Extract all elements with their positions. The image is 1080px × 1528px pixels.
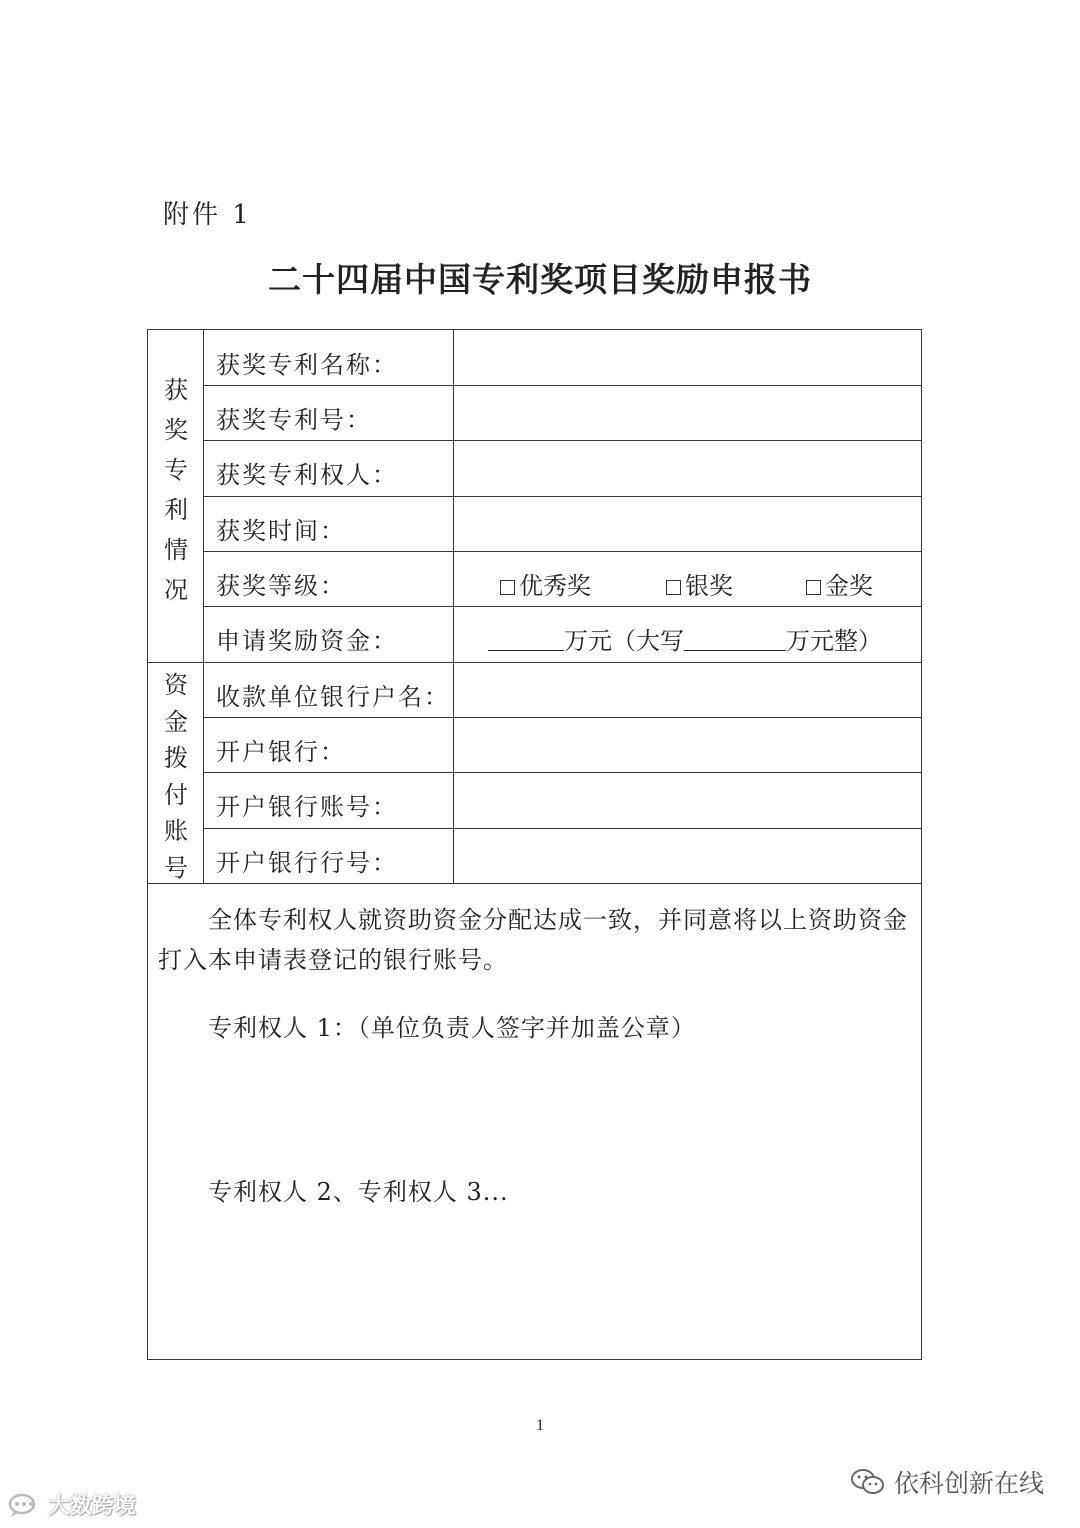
- watermark-left: 大数跨境: [8, 1489, 136, 1520]
- field-label-award-level: 获奖等级：: [216, 572, 346, 600]
- speech-bubble-icon: [8, 1492, 42, 1518]
- section-label-bank-account: 资 金 拨 付 账 号: [164, 671, 188, 882]
- attachment-label: 附件 1: [163, 200, 252, 230]
- page-number: 1: [536, 1417, 544, 1434]
- amount-blank[interactable]: [488, 624, 564, 651]
- account-name-value[interactable]: [454, 663, 922, 717]
- patentee-value[interactable]: [454, 441, 922, 496]
- field-label-patentee: 获奖专利权人：: [216, 461, 398, 489]
- award-option-gold[interactable]: 金奖: [806, 559, 873, 614]
- section-label-award-info: 获 奖 专 利 情 况: [164, 376, 188, 604]
- field-label-award-time: 获奖时间：: [216, 517, 346, 545]
- field-label-account-number: 开户银行账号：: [216, 793, 398, 821]
- award-option-silver[interactable]: 银奖: [666, 559, 733, 614]
- wechat-icon: [850, 1467, 886, 1497]
- watermark-right: 依科创新在线: [850, 1464, 1044, 1500]
- bank-value[interactable]: [454, 718, 922, 772]
- bank-code-value[interactable]: [454, 829, 922, 883]
- signer-1: 专利权人 1：（单位负责人签字并加盖公章）: [208, 1014, 696, 1042]
- document-title: 二十四届中国专利奖项目奖励申报书: [268, 260, 812, 299]
- field-label-account-name: 收款单位银行户名：: [216, 683, 450, 711]
- amount-capital-blank[interactable]: [684, 624, 786, 651]
- field-label-bank-code: 开户银行行号：: [216, 849, 398, 877]
- award-time-value[interactable]: [454, 497, 922, 551]
- field-label-patent-name: 获奖专利名称：: [216, 351, 398, 379]
- checkbox-icon[interactable]: [666, 580, 681, 595]
- funding-amount: 万元（大写 万元整）: [488, 614, 882, 669]
- consent-statement: 全体专利权人就资助资金分配达成一致，并同意将以上资助资金打入本申请表登记的银行账号。: [158, 906, 908, 974]
- award-option-excellent[interactable]: 优秀奖: [500, 559, 591, 614]
- checkbox-icon[interactable]: [806, 580, 821, 595]
- account-number-value[interactable]: [454, 773, 922, 828]
- patent-name-value[interactable]: [454, 330, 922, 385]
- field-label-patent-number: 获奖专利号：: [216, 406, 372, 434]
- patent-number-value[interactable]: [454, 386, 922, 440]
- field-label-funding: 申请奖励资金：: [216, 627, 398, 655]
- signer-more: 专利权人 2、专利权人 3...: [208, 1178, 509, 1206]
- field-label-bank: 开户银行：: [216, 738, 346, 766]
- application-form-table: [147, 329, 922, 1360]
- checkbox-icon[interactable]: [500, 580, 515, 595]
